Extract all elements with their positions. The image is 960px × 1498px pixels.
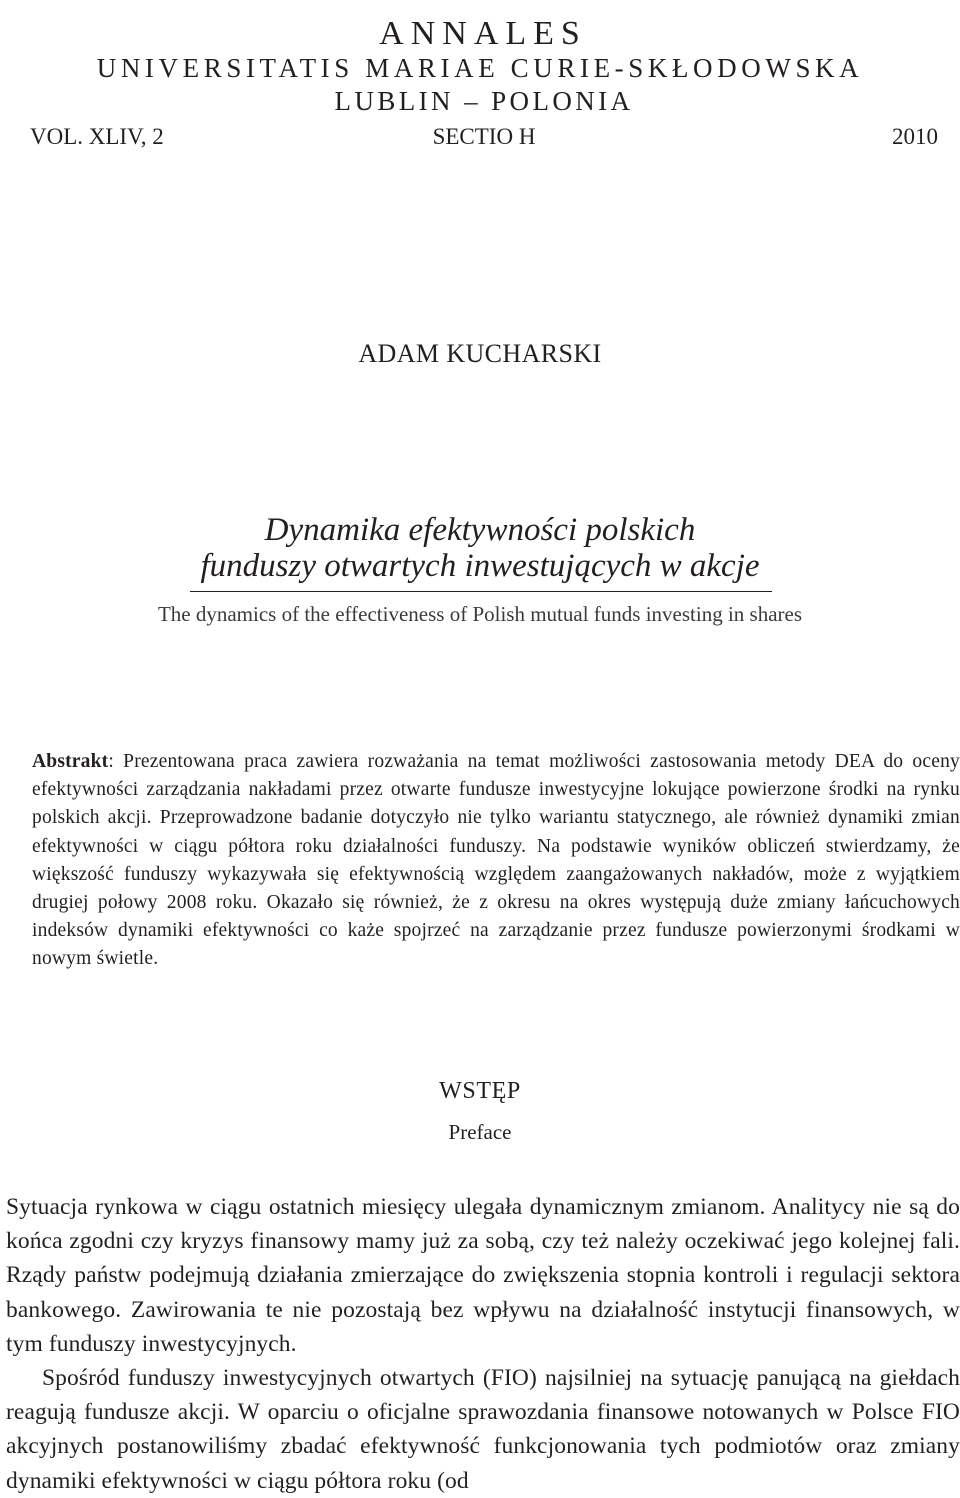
author-name: ADAM KUCHARSKI — [358, 339, 602, 368]
volume-number: VOL. XLIV, 2 — [30, 124, 164, 149]
journal-city: LUBLIN – POLONIA — [334, 86, 634, 116]
university-name: UNIVERSITATIS MARIAE CURIE-SKŁODOWSKA — [96, 53, 864, 83]
journal-series: ANNALES — [379, 15, 587, 52]
article-title-line-1: Dynamika efektywności polskich — [264, 512, 696, 548]
paragraph: Sytuacja rynkowa w ciągu ostatnich miesięcy ulegała dynamicznym zmianom. Analitycy nie są do końca zgodni czy kryzys finansowy mamy już za sobą, czy też należy oczekiwać jego kolejnej fali. Rządy państw podejmują działania zmierzające do zwiększenia stopnia kontroli i regulacji sektora bankowego. Zawirowania te nie pozostają bez wpływu na działalność instytucji finansowych, w tym funduszy inwestycyjnych. — [6, 1194, 960, 1357]
abstract-text: : Prezentowana praca zawiera rozważania na temat możliwości zastosowania metody DEA do oceny efektywności zarządzania nakładami przez otwarte fundusze inwestycyjne lokujące powierzone środki na rynku polskich akcji. Przeprowadzone badanie dotyczyło nie tylko wariantu statycznego, ale również dynamiki zmian efektywności w ciągu półtora roku działalności funduszy. Na podstawie wyników obliczeń stwierdzamy, że większość funduszy wykazywała się efektywnością względem zaangażowanych nakładów, może z wyjątkiem drugiej połowy 2008 roku. Okazało się również, że z okresu na okres występują duże zmiany łańcuchowych indeksów dynamiki efektywności co każe spojrzeć na zarządzanie przez fundusze powierzonymi środkami w nowym świetle. — [32, 751, 960, 970]
section-label: SECTIO H — [432, 124, 536, 149]
english-title: The dynamics of the effectiveness of Polish mutual funds investing in shares — [157, 602, 803, 626]
article-title-line-2: funduszy otwartych inwestujących w akcje — [200, 548, 760, 584]
title-divider — [190, 591, 772, 592]
abstract — [32, 748, 960, 974]
section-subheading: Preface — [448, 1120, 512, 1144]
publication-year: 2010 — [892, 124, 938, 149]
volume-line — [30, 122, 938, 152]
section-heading: WSTĘP — [439, 1078, 521, 1104]
paragraph: Spośród funduszy inwestycyjnych otwartych (FIO) najsilniej na sytuację panującą na giełdach reagują fundusze akcji. W oparciu o oficjalne sprawozdania finansowe notowanych w Polsce FIO akcyjnych postanowiliśmy zbadać efektywność funkcjonowania tych podmiotów oraz zmiany dynamiki efektywności w ciągu półtora roku (od — [6, 1365, 960, 1494]
abstract-label: Abstrakt — [32, 751, 109, 772]
body-text — [6, 1190, 960, 1498]
